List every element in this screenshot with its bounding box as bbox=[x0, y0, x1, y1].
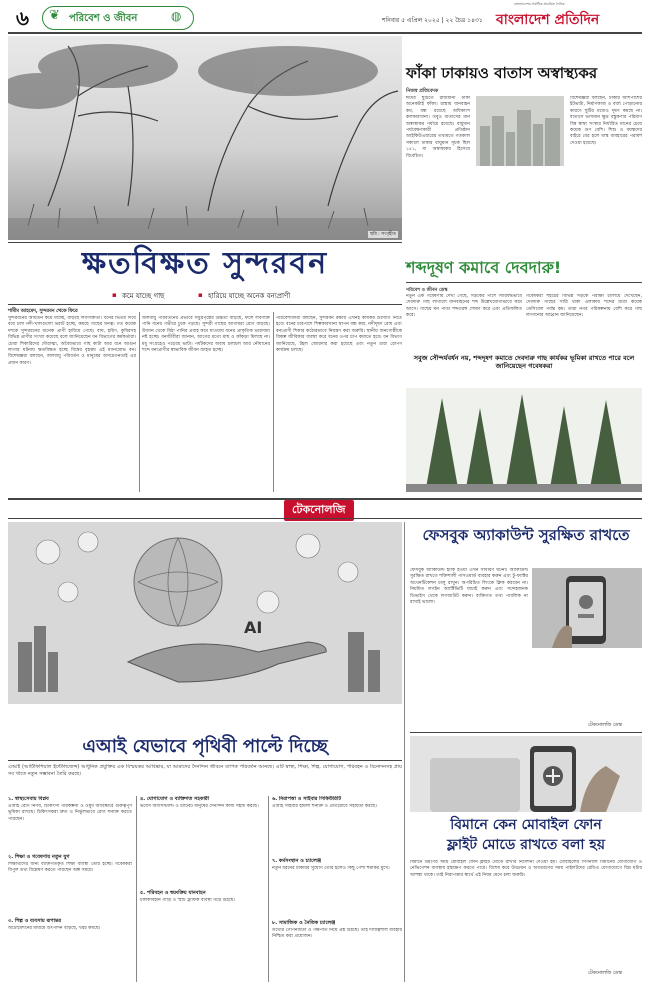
ai-section-body: তথ্যের গোপনীয়তা ও পক্ষপাত নিয়ে প্রশ্ন উঠছে। তাই দায়িত্বশীল ব্যবহার নিশ্চিত করা প্রয়োজন। bbox=[272, 928, 402, 940]
sundarban-col-2: জলবায়ু পরিবর্তনের প্রভাবে সমুদ্রপৃষ্ঠের উচ্চতা বাড়ছে, ফলে লবণাক্ত পানি বনের গভীরে ঢুকে পড়ছে। সুন্দরী গাছের আগামরা রোগ বাড়ছে। উজান থেকে মিঠা পানির প্রবাহ কমে যাওয়ায় বনের প্রাকৃতিক ভারসাম্য নষ্ট হচ্ছে। বনজীবীরা জানান, আগের মতো মাছ ও কাঁকড়া মিলছে না। মধু সংগ্রহেও পড়েছে ভাটা। পর্যটকদের অবাধ চলাচল আর নৌযানের শব্দে বন্যপ্রাণীর স্বাভাবিক জীবন ব্যাহত হচ্ছে। bbox=[142, 316, 270, 354]
sundarban-deck bbox=[30, 290, 402, 302]
dateline: শনিবার ৫ এপ্রিল ২০২৫ | ২২ চৈত্র ১৪৩১ bbox=[382, 17, 483, 24]
ai-section-title: ৪. যোগাযোগ ও ব্যক্তিগত সহকারী bbox=[140, 796, 210, 802]
ai-section-title: ৩. শিল্প ও ব্যবসায় রূপান্তর bbox=[8, 918, 62, 924]
ai-section-title: ৭. কর্মসংস্থান ও চ্যালেঞ্জ bbox=[272, 858, 322, 864]
sundarban-divider-1 bbox=[139, 312, 140, 492]
sundarban-col-3: পরিবেশবিদরা বলছেন, সুন্দরবন রক্ষায় এখনই কার্যকর উদ্যোগ নিতে হবে। বনের চারপাশে শিল্পকারখানা স্থাপন বন্ধ করা, নদীদূষণ রোধ এবং বন্যপ্রাণী শিকার কঠোরভাবে নিয়ন্ত্রণ করা জরুরি। স্থানীয় জনগোষ্ঠীকে বিকল্প জীবিকার ব্যবস্থা করে বনের ওপর চাপ কমাতে হবে। বন বিভাগ জানিয়েছে, টহল জোরদার করা হয়েছে এবং নতুন চারা রোপণ কার্যক্রম চলছে। bbox=[276, 316, 402, 354]
ai-section-title: ৬. নিরাপত্তা ও সাইবার সিকিউরিটি bbox=[272, 796, 342, 802]
sundarban-deck-rule bbox=[8, 304, 402, 305]
globe-icon: ◍ bbox=[171, 9, 182, 23]
sundarban-photo bbox=[8, 36, 402, 240]
section-title: পরিবেশ ও জীবন bbox=[69, 13, 138, 24]
ai-headline-rule bbox=[8, 760, 402, 761]
page-number: ৬ bbox=[16, 6, 30, 30]
noise-col-1: নতুন এক গবেষণায় দেখা গেছে, সড়কের পাশে সারিবদ্ধভাবে দেবদারু গাছ লাগালে যানবাহনের শব্দ উল্লেখযোগ্যভাবে কমে আসে। গাছের ঘন পাতা শব্দতরঙ্গ শোষণ করে এবং প্রতিফলিত করে। bbox=[406, 294, 522, 319]
ai-image-label: AI bbox=[244, 618, 263, 637]
ai-divider-2 bbox=[268, 796, 269, 982]
noise-headline: শব্দদূষণ কমাবে দেবদারু! bbox=[406, 258, 562, 277]
fb-headline: ফেসবুক অ্যাকাউন্ট সুরক্ষিত রাখতে bbox=[422, 526, 630, 544]
deck-left-bullet: ▪ bbox=[112, 291, 117, 299]
ai-hero-image bbox=[8, 522, 402, 704]
leaf-icon: ❦ bbox=[49, 8, 60, 23]
deodar-trees-image bbox=[406, 388, 642, 492]
noise-byline: পরিবেশ ও জীবন ডেস্ক bbox=[406, 288, 448, 293]
ai-section-body: এআই সাইবার হামলা শনাক্ত ও প্রতিরোধে সহায়তা করছে। bbox=[272, 804, 377, 809]
section-banner bbox=[42, 6, 194, 30]
ai-section-body: ভয়েস অ্যাসিস্ট্যান্ট ও চ্যাটবট মানুষের দৈনন্দিন কাজ সহজ করছে। bbox=[140, 804, 259, 809]
airplane-mode-phone-image bbox=[410, 736, 642, 812]
air-col-2: বিশেষজ্ঞরা বলছেন, ঢাকার আশপাশের ইটভাটা, নির্মাণকাজ ও বর্জ্য পোড়ানোর কারণে ছুটির মধ্যেও দূষণ কমছে না। বাতাসে ভাসমান ক্ষুদ্র বস্তুকণার পরিমাণ বিশ্ব স্বাস্থ্য সংস্থার নির্ধারিত মানের চেয়ে কয়েক গুণ বেশি। শিশু ও বয়স্কদের বাইরে বের হলে মাস্ক ব্যবহারের পরামর্শ দেওয়া হয়েছে। bbox=[570, 96, 642, 146]
ai-sections-col-3 bbox=[272, 796, 402, 982]
ai-section-body: চালকবিহীন গাড়ি ও স্মার্ট ট্রাফিক ব্যবস্থা গড়ে উঠছে। bbox=[140, 898, 236, 903]
noise-rule bbox=[406, 282, 642, 283]
photo-credit: ছবি : সংগৃহীত bbox=[370, 232, 396, 237]
skyline-photo bbox=[476, 96, 564, 166]
ai-intro: এআই (আর্টিফিশিয়াল ইন্টেলিজেন্স) আধুনিক প্রযুক্তির এক বিস্ময়কর আবিষ্কার, যা আমাদের দৈনন্দিন জীবনে ব্যাপক পরিবর্তন আনছে। এটি স্বাস্থ্য, শিক্ষা, শিল্প, যোগাযোগ, পরিবহন ও বিনোদনসহ প্রায় সব খাতে নতুন সম্ভাবনা তৈরি করছে। bbox=[8, 764, 402, 777]
sundarban-col-1: সুন্দরবনের আয়তন কমে যাচ্ছে, বাড়ছে লবণাক্ততা। বনের ভিতর দিয়ে বয়ে চলা নদী-খালগুলো ভরাট হচ্ছে, কমছে গাছের ঘনত্ব। গত কয়েক দশকে সুন্দরবনের অনেক প্রাণী হারিয়ে গেছে। বাঘ, হরিণ, কুমিরসহ বিভিন্ন প্রাণীর সংখ্যা কমেছে বলে জানিয়েছেন বন বিভাগের কর্মকর্তারা। চোরা শিকারিদের দৌরাত্ম্য, অবৈধভাবে গাছ কাটা আর বনে আগুন লাগার ঘটনায় ক্ষতবিক্ষত হচ্ছে বিশ্বের বৃহত্তম এই ম্যানগ্রোভ বন। বিশেষজ্ঞরা বলছেন, জলবায়ু পরিবর্তন ও মানুষের অসচেতনতাই এর প্রধান কারণ। bbox=[8, 316, 136, 366]
brand-logo: বাংলাদেশ প্রতিদিন bbox=[496, 12, 600, 28]
ai-sections-col-1 bbox=[8, 796, 132, 982]
header-rule bbox=[8, 32, 642, 34]
phone-in-hand-image bbox=[532, 568, 642, 648]
flight-headline-1: বিমানে কেন মোবাইল ফোন bbox=[450, 817, 602, 833]
flight-credit: টেকনোলজি ডেস্ক bbox=[588, 971, 622, 976]
ai-section-title: ৮. সামাজিক ও নৈতিক চ্যালেঞ্জ bbox=[272, 920, 336, 926]
deck-right-bullet: ▪ bbox=[198, 291, 203, 299]
ai-divider-1 bbox=[136, 796, 137, 982]
flight-headline-2: ফ্লাইট মোডে রাখতে বলা হয় bbox=[447, 837, 605, 853]
sundarban-top-rule bbox=[8, 242, 402, 243]
deck-left: কমে যাচ্ছে গাছ bbox=[122, 292, 165, 300]
mangrove-illustration bbox=[8, 36, 402, 240]
fb-rule bbox=[410, 732, 642, 733]
air-headline: ফাঁকা ঢাকায়ও বাতাস অস্বাস্থ্যকর bbox=[406, 64, 598, 82]
deck-right: হারিয়ে যাচ্ছে অনেক বন্যপ্রাণী bbox=[208, 292, 291, 300]
noise-pullquote: সবুজ সৌন্দর্যবর্ধন নয়, শব্দদূষণ কমাতে দেবদারু গাছ কার্যকর ভূমিকা রাখতে পারে বলে জানিয়েছেন গবেষকরা bbox=[413, 354, 635, 370]
ai-headline: এআই যেভাবে পৃথিবী পাল্টে দিচ্ছে bbox=[82, 736, 328, 757]
ai-section-body: অটোমেশনের মাধ্যমে উৎপাদন বাড়ছে, খরচ কমছে। bbox=[8, 926, 101, 931]
brand-tagline: বাংলাদেশের সর্বাধিক প্রচারিত দৈনিক bbox=[514, 2, 565, 6]
flight-body: বিমানে ভ্রমণের সময় মোবাইল ফোন ফ্লাইট মোডে রাখার নির্দেশনা দেওয়া হয়। মোবাইলের সিগন্যাল বিমানের যোগাযোগ ও নেভিগেশন ব্যবস্থায় হস্তক্ষেপ করতে পারে। বিশেষ করে উড্ডয়ন ও অবতরণের সময় পাইলটদের রেডিও যোগাযোগে বিঘ্ন ঘটার আশঙ্কা থাকে। তাই নিরাপত্তার স্বার্থে এই নিয়ম মেনে চলা জরুরি। bbox=[410, 860, 642, 878]
sundarban-byline: শামীম আহমেদ, সুন্দরবন থেকে ফিরে bbox=[8, 309, 78, 314]
air-byline: নিজস্ব প্রতিবেদক bbox=[406, 89, 439, 94]
ai-section-body: এআই রোগ নির্ণয়, চিকিৎসা পরিকল্পনা ও ওষুধ আবিষ্কারে গুরুত্বপূর্ণ ভূমিকা রাখছে। চিকিৎসকরা দ্রুত ও নির্ভুলভাবে রোগ শনাক্ত করতে পারছেন। bbox=[8, 804, 132, 822]
page-header bbox=[8, 2, 644, 32]
sundarban-headline: ক্ষতবিক্ষত সুন্দরবন bbox=[81, 246, 329, 281]
smog-skyline-image bbox=[476, 96, 564, 166]
fb-phone-photo bbox=[532, 568, 642, 648]
flight-photo bbox=[410, 736, 642, 812]
sundarban-divider-2 bbox=[273, 312, 274, 492]
fb-body: ফেসবুক অ্যাকাউন্ট হ্যাক হওয়া এখন সাধারণ ঘটনা। অ্যাকাউন্ট সুরক্ষিত রাখতে শক্তিশালী পাসওয়ার্ড ব্যবহার করুন এবং টু-ফ্যাক্টর অথেনটিকেশন চালু রাখুন। অপরিচিত লিংকে ক্লিক করবেন না। নিয়মিত লগইন অ্যাক্টিভিটি যাচাই করুন এবং সন্দেহজনক ডিভাইস থেকে লগআউট করুন। ব্যক্তিগত তথ্য পাবলিক না রাখাই ভালো। bbox=[410, 568, 528, 606]
ai-section-title: ৫. পরিবহন ও স্বয়ংক্রিয় যানবাহন bbox=[140, 890, 206, 896]
tech-band-rule bbox=[8, 518, 642, 519]
fb-credit: টেকনোলজি ডেস্ক bbox=[588, 723, 622, 728]
ai-section-body: শিক্ষার্থীদের জন্য ব্যক্তিগতকৃত শিক্ষা ব্যবস্থা তৈরি হচ্ছে। গবেষকরা বিপুল তথ্য বিশ্লেষণ করতে পারছেন অল্প সময়ে। bbox=[8, 862, 132, 874]
deodar-photo bbox=[406, 388, 642, 492]
tech-right-divider bbox=[404, 522, 405, 982]
noise-col-2: গবেষকরা শহরের বিভিন্ন সড়কে পরীক্ষা চালিয়ে দেখেছেন, দেবদারু গাছের সারি থাকা এলাকায় শব্দের মাত্রা কয়েক ডেসিবেল পর্যন্ত কম। তারা নগর পরিকল্পনায় বেশি করে গাছ লাগানোর আহ্বান জানিয়েছেন। bbox=[526, 294, 642, 319]
ai-section-title: ২. শিক্ষা ও গবেষণায় নতুন যুগ bbox=[8, 854, 70, 860]
ai-section-body: নতুন ধরনের চাকরির সুযোগ তৈরি হলেও কিছু পেশা হুমকির মুখে। bbox=[272, 866, 390, 871]
robot-hand-globe-image bbox=[8, 522, 402, 704]
ai-section-title: ১. স্বাস্থ্যসেবায় বিপ্লব bbox=[8, 796, 49, 802]
ai-sections-col-2 bbox=[140, 796, 264, 982]
air-col-1: ঈদের ছুটিতে রাজধানী ঢাকা অনেকটাই ফাঁকা। রাস্তায় যানবাহন কম, বন্ধ রয়েছে অধিকাংশ কলকারখানা। তবুও বাতাসের মান অস্বাস্থ্যকর পর্যায়ে রয়েছে। বায়ুমান পর্যবেক্ষণকারী প্রতিষ্ঠান আইকিউএয়ারের তথ্যমতে গতকাল সকালে ঢাকার বায়ুমান সূচক ছিল ১৫১, যা অস্বাস্থ্যকর হিসেবে বিবেচিত। bbox=[406, 96, 470, 159]
tech-label: টেকনোলজি bbox=[284, 500, 354, 521]
